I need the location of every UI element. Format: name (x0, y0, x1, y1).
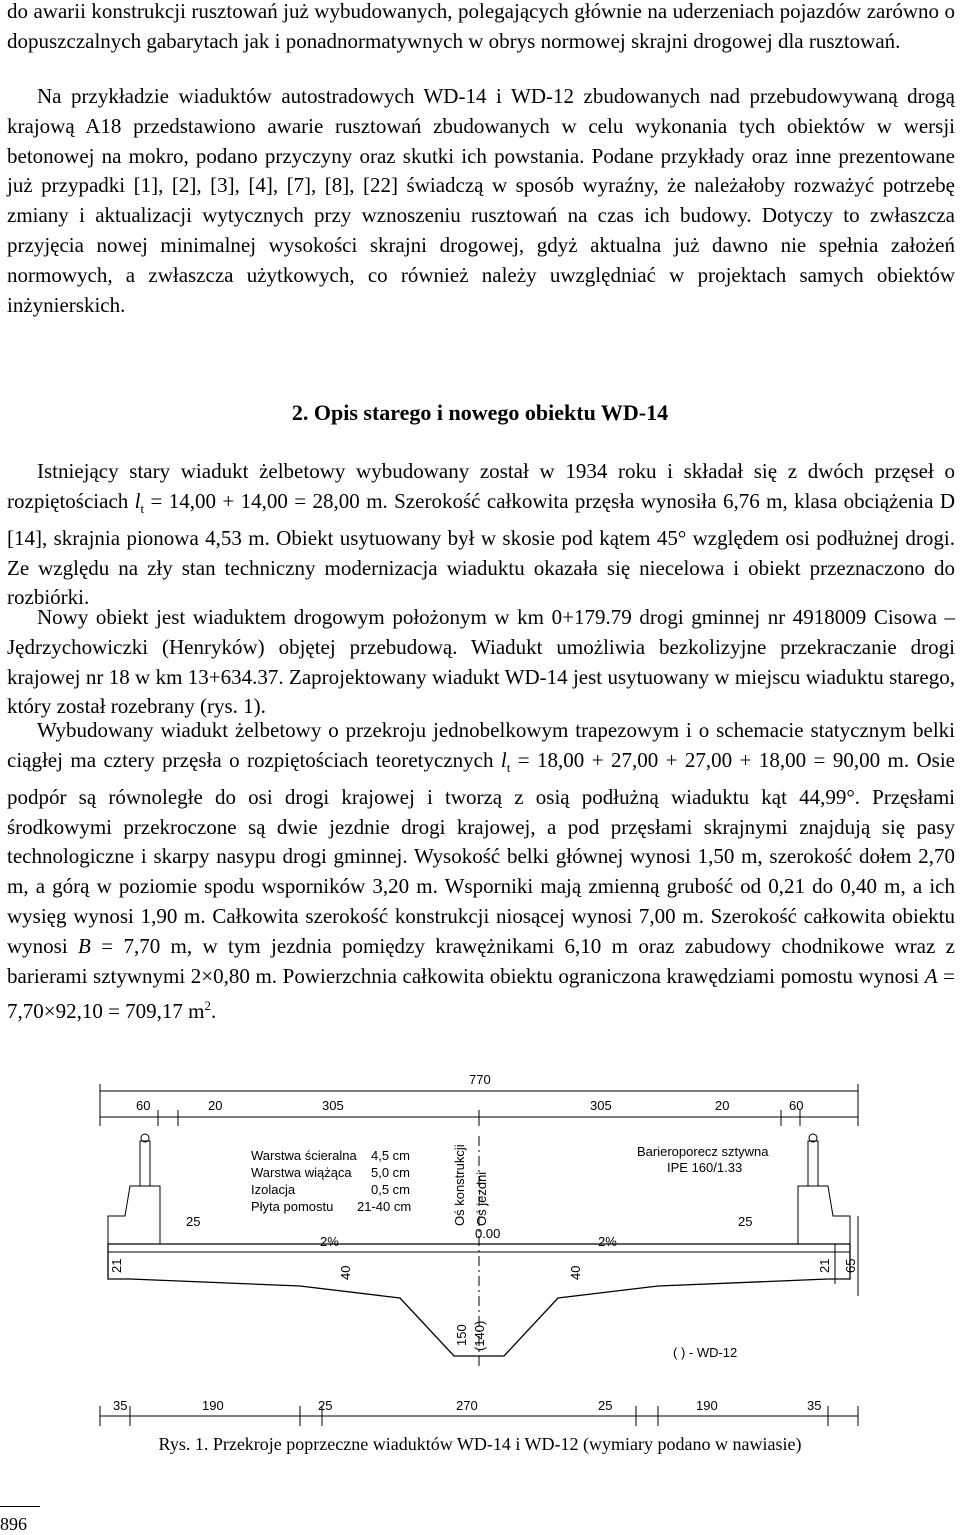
cross-section-figure (0, 1066, 960, 1446)
dim-top-3: 305 (322, 1098, 344, 1113)
cornice-left (108, 1186, 160, 1244)
dim-total-770: 770 (469, 1072, 491, 1087)
paragraph-intro: do awarii konstrukcji rusztowań już wybudowanych, polegających głównie na uderzeniach pojazdów zarówno o dopuszczalnych gabarytach jak i ponadnormatywnych w obrys normowej skrajni drogowej dla rusztowań. (7, 0, 955, 53)
layer-2-value: 5,0 cm (371, 1165, 411, 1180)
paragraph-old-viaduct: Istniejący stary wiadukt żelbetowy wybudowany został w 1934 roku i składał się z dwóch przęseł o rozpiętościach $l_t = 14,00 + 14,00 = 28,00$ m. Szerokość całkowita przęsła wynosiła 6,76 m, klasa obciążenia D [14], skrajnia pionowa 4,53 m. Obiekt usytuowany był w skosie pod kątem 45° względem osi podłużnej drogi. Ze względu na zły stan techniczny modernizacja wiaduktu okazała się niecelowa i obiekt przeznaczono do rozbiórki. (7, 459, 955, 610)
dim-150: 150 (454, 1324, 469, 1346)
legend-wd12: ( ) - WD-12 (673, 1345, 738, 1360)
page-number: 896 (0, 1514, 27, 1534)
dim-40-right: 40 (568, 1265, 583, 1280)
dim-bottom-3: 25 (318, 1398, 333, 1413)
layer-4-name: Płyta pomostu (251, 1199, 334, 1214)
paragraph-examples: Na przykładzie wiaduktów autostradowych WD-14 i WD-12 zbudowanych nad przebudowywaną drogą krajową A18 przedstawiono awarie rusztowań zbudowanych w celu wykonania tych obiektów w wersji betonowej na mokro, podano przyczyny oraz skutki ich powstania. Podane przykłady oraz inne prezentowane już przypadki [1], [2], [3], [4], [7], [8], [22] świadczą w sposób wyraźny, że należałoby rozważyć potrzebę zmiany i aktualizacji wytycznych przy wznoszeniu rusztowań na czas ich budowy. Dotyczy to zwłaszcza przyjęcia nowej minimalnej wysokości skrajni drogowej, gdyż aktualna już dawno nie spełnia założeń normowych, a zwłaszcza użytkowych, co również należy uwzględniać w projektach samych obiektów inżynierskich. (7, 84, 955, 317)
layer-3-name: Izolacja (251, 1182, 296, 1197)
axis-road-label: Oś jezdni (474, 1171, 489, 1226)
layer-3-value: 0,5 cm (371, 1182, 411, 1197)
layer-1-value: 4,5 cm (371, 1148, 411, 1163)
barrier-label-line2: IPE 160/1.33 (667, 1160, 743, 1175)
dim-21-left: 21 (109, 1258, 124, 1273)
dim-21-right: 21 (817, 1258, 832, 1273)
dim-bottom-2: 190 (202, 1398, 224, 1413)
barrier-left (140, 1141, 150, 1186)
dim-top-4: 305 (590, 1098, 612, 1113)
level-label: 0.00 (475, 1226, 501, 1241)
dim-bottom-6: 190 (696, 1398, 718, 1413)
paragraph-new-viaduct: Nowy obiekt jest wiaduktem drogowym położonym w km 0+179.79 drogi gminnej nr 4918009 Cisowa – Jędrzychowiczki (Henryków) objętej przebudową. Wiadukt umożliwia bezkolizyjne przekraczanie drogi krajowej nr 18 w km 13+634.37. Zaprojektowany wiadukt WD-14 jest usytuowany w miejscu wiaduktu starego, który został rozebrany (rys. 1). (7, 605, 955, 719)
paragraph-structure: Wybudowany wiadukt żelbetowy o przekroju jednobelkowym trapezowym i o schemacie statycznym belki ciągłej ma cztery przęsła o rozpiętościach teoretycznych $l_t = 18,00 + 27,00 + 27,00 + 18,00 = 90,00$ m. Osie podpór są równoległe do osi drogi krajowej i tworzą z osią podłużną wiaduktu kąt 44,99°. Przęsłami środkowymi przekroczone są dwie jezdnie drogi krajowej, a pod przęsłami skrajnymi znajdują się pasy technologiczne i skarpy nasypu drogi gminnej. Wysokość belki głównej wynosi 1,50 m, szerokość dołem 2,70 m, a górą w poziomie spodu wsporników 3,20 m. Wsporniki mają zmienną grubość od 0,21 do 0,40 m, a ich wysięg wynosi 1,90 m. Całkowita szerokość konstrukcji niosącej wynosi 7,00 m. Szerokość całkowita obiektu wynosi B = 7,70 m, w tym jezdnia pomiędzy krawężnikami 6,10 m oraz zabudowy chodnikowe wraz z barierami sztywnymi 2×0,80 m. Powierzchnia całkowita obiektu ograniczona krawędziami pomostu wynosi A = 7,70×92,10 = 709,17 $m^2$. (7, 718, 955, 1024)
section-heading: 2. Opis starego i nowego obiektu WD-14 (291, 400, 669, 425)
dim-bottom-7: 35 (807, 1398, 822, 1413)
barrier-right (808, 1141, 818, 1186)
layer-4-value: 21-40 cm (357, 1199, 412, 1214)
axis-structure-label: Oś konstrukcji (452, 1144, 467, 1226)
barrier-label-line1: Barieroporecz sztywna (637, 1144, 769, 1159)
slope-left: 2% (320, 1234, 339, 1249)
dim-top-5: 20 (715, 1098, 730, 1113)
cornice-right (798, 1186, 850, 1244)
layer-2-name: Warstwa wiążąca (251, 1165, 352, 1180)
dim-top-1: 60 (136, 1098, 151, 1113)
dim-top-2: 20 (208, 1098, 223, 1113)
dim-bottom-4: 270 (456, 1398, 478, 1413)
slope-right: 2% (598, 1234, 617, 1249)
dim-65: 65 (843, 1258, 858, 1273)
dim-top-6: 60 (789, 1098, 804, 1113)
layer-1-name: Warstwa ścieralna (251, 1148, 357, 1163)
dim-40-left: 40 (338, 1265, 353, 1280)
figure-caption: Rys. 1. Przekroje poprzeczne wiaduktów WD-14 i WD-12 (wymiary podano w nawiasie) (158, 1434, 802, 1454)
dim-bottom-1: 35 (113, 1398, 128, 1413)
footer-rule (0, 1506, 40, 1507)
dim-25-right: 25 (738, 1214, 753, 1229)
dim-140: (140) (472, 1320, 487, 1351)
dim-25-left: 25 (186, 1214, 201, 1229)
dim-bottom-5: 25 (598, 1398, 613, 1413)
